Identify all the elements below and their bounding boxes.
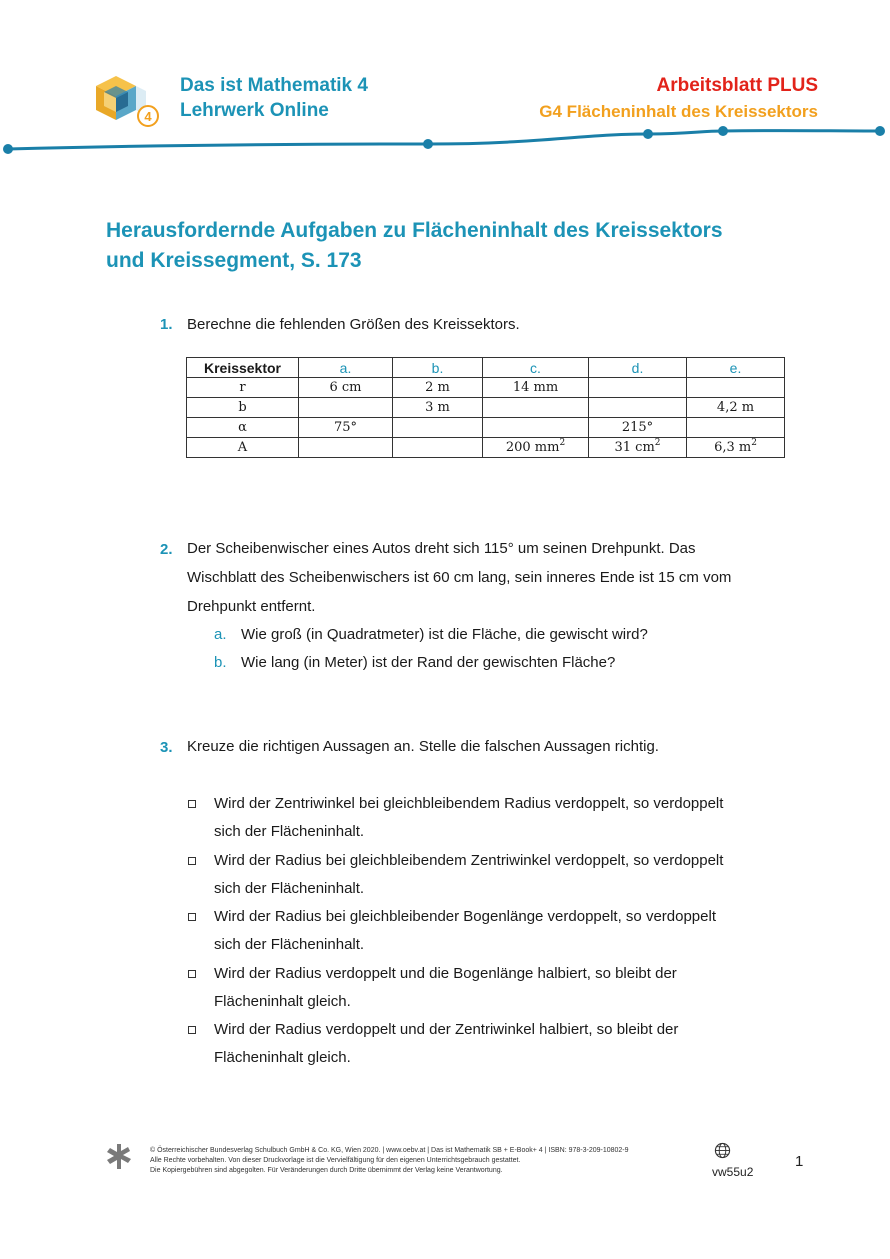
- table-cell: 4,2 m: [687, 398, 785, 418]
- table-cell: [393, 438, 483, 458]
- wave-dot: [875, 126, 885, 136]
- table-cell: 14 mm: [483, 378, 589, 398]
- table-cell: [299, 398, 393, 418]
- brand-subtitle: Lehrwerk Online: [180, 100, 329, 121]
- page-heading: [106, 216, 806, 276]
- table-corner: Kreissektor: [187, 358, 299, 378]
- statement-2-line-2: sich der Flächeninhalt.: [214, 880, 365, 897]
- table-header-row: [187, 358, 785, 378]
- task-1-number: 1.: [160, 316, 173, 333]
- table-cell: [589, 438, 687, 458]
- statement-5-line-2: Flächeninhalt gleich.: [214, 1049, 351, 1066]
- cell-value: 200 mm: [505, 440, 560, 455]
- table-cell: [687, 438, 785, 458]
- statement-5-line-1: Wird der Radius verdoppelt und der Zentriwinkel halbiert, so bleibt der: [214, 1021, 679, 1038]
- table-cell: 6 cm: [299, 378, 393, 398]
- wave-dot: [643, 129, 653, 139]
- wave-dot: [423, 139, 433, 149]
- statement-checkbox[interactable]: [188, 970, 196, 978]
- page-number: 1: [795, 1153, 804, 1170]
- column-header-d: d.: [589, 358, 687, 378]
- task-2-line-3: Drehpunkt entfernt.: [187, 598, 316, 615]
- cell-value: 31 cm: [614, 440, 655, 455]
- footer-disclaimer: Die Kopiergebühren sind abgegolten. Für Veränderungen durch Dritte übernimmt der Verlag keine Verantwortung.: [150, 1167, 503, 1174]
- statement-4-line-2: Flächeninhalt gleich.: [214, 993, 351, 1010]
- header-wave-line: [0, 120, 890, 160]
- task-2-line-2: Wischblatt des Scheibenwischers ist 60 cm lang, sein inneres Ende ist 15 cm vom: [187, 569, 732, 586]
- table-cell: [483, 398, 589, 418]
- table-row: [187, 438, 785, 458]
- statement-3-line-2: sich der Flächeninhalt.: [214, 936, 365, 953]
- task-2-number: 2.: [160, 541, 173, 558]
- exponent: 2: [654, 438, 661, 448]
- table-cell: 2 m: [393, 378, 483, 398]
- wave-dot: [3, 144, 13, 154]
- table-cell: [483, 438, 589, 458]
- subtask-text-b: Wie lang (in Meter) ist der Rand der gewischten Fläche?: [241, 654, 616, 671]
- table-cell: [687, 378, 785, 398]
- footer-copyright: © Österreichischer Bundesverlag Schulbuch GmbH & Co. KG, Wien 2020. | www.oebv.at | Das ist Mathematik SB + E-Book+ 4 | ISBN: 978-3-209-10802-9: [150, 1147, 629, 1154]
- table-cell: [299, 438, 393, 458]
- exponent: 2: [559, 438, 566, 448]
- table-cell: [589, 398, 687, 418]
- statement-checkbox[interactable]: [188, 913, 196, 921]
- oebv-logo-icon: [104, 1142, 134, 1172]
- table-cell: 3 m: [393, 398, 483, 418]
- row-label-b: b: [187, 398, 299, 418]
- sector-table: [186, 357, 785, 458]
- task-3-text: Kreuze die richtigen Aussagen an. Stelle die falschen Aussagen richtig.: [187, 738, 659, 755]
- table-cell: [687, 418, 785, 438]
- column-header-b: b.: [393, 358, 483, 378]
- heading-line-1: Herausfordernde Aufgaben zu Flächeninhalt des Kreissektors: [106, 219, 723, 242]
- online-code[interactable]: vw55u2: [712, 1165, 754, 1179]
- sheet-type: Arbeitsblatt PLUS: [656, 75, 818, 96]
- task-1-text: Berechne die fehlenden Größen des Kreissektors.: [187, 316, 520, 333]
- statement-1-line-1: Wird der Zentriwinkel bei gleichbleibendem Radius verdoppelt, so verdoppelt: [214, 795, 724, 812]
- logo-badge: 4: [144, 109, 152, 124]
- cell-value: 6,3 m: [714, 440, 752, 455]
- subtask-letter-b: b.: [214, 654, 227, 671]
- statement-4-line-1: Wird der Radius verdoppelt und die Bogenlänge halbiert, so bleibt der: [214, 965, 677, 982]
- statement-3-line-1: Wird der Radius bei gleichbleibender Bogenlänge verdoppelt, so verdoppelt: [214, 908, 716, 925]
- table-cell: [589, 378, 687, 398]
- statement-checkbox[interactable]: [188, 800, 196, 808]
- table-cell: [393, 418, 483, 438]
- footer-rights: Alle Rechte vorbehalten. Von dieser Druckvorlage ist die Vervielfältigung für den eigenen Unterrichtsgebrauch gestattet.: [150, 1157, 521, 1164]
- heading-line-2: und Kreissegment, S. 173: [106, 249, 362, 272]
- column-header-a: a.: [299, 358, 393, 378]
- globe-icon[interactable]: [714, 1142, 731, 1159]
- table-row: [187, 418, 785, 438]
- table-cell: 75°: [299, 418, 393, 438]
- statement-1-line-2: sich der Flächeninhalt.: [214, 823, 365, 840]
- task-2-line-1: Der Scheibenwischer eines Autos dreht sich 115° um seinen Drehpunkt. Das: [187, 540, 696, 557]
- column-header-e: e.: [687, 358, 785, 378]
- subtask-text-a: Wie groß (in Quadratmeter) ist die Fläche, die gewischt wird?: [241, 626, 648, 643]
- table-cell: 215°: [589, 418, 687, 438]
- exponent: 2: [751, 438, 757, 448]
- row-label-r: r: [187, 378, 299, 398]
- wave-dot: [718, 126, 728, 136]
- task-3-number: 3.: [160, 739, 173, 756]
- statement-checkbox[interactable]: [188, 1026, 196, 1034]
- statement-checkbox[interactable]: [188, 857, 196, 865]
- table-row: [187, 378, 785, 398]
- row-label-a: A: [187, 438, 299, 458]
- subtask-letter-a: a.: [214, 626, 227, 643]
- row-label-alpha: α: [187, 418, 299, 438]
- brand-title: Das ist Mathematik 4: [180, 75, 368, 96]
- table-row: [187, 398, 785, 418]
- table-cell: [483, 418, 589, 438]
- sheet-topic: G4 Flächeninhalt des Kreissektors: [539, 102, 818, 121]
- statement-2-line-1: Wird der Radius bei gleichbleibendem Zentriwinkel verdoppelt, so verdoppelt: [214, 852, 724, 869]
- column-header-c: c.: [483, 358, 589, 378]
